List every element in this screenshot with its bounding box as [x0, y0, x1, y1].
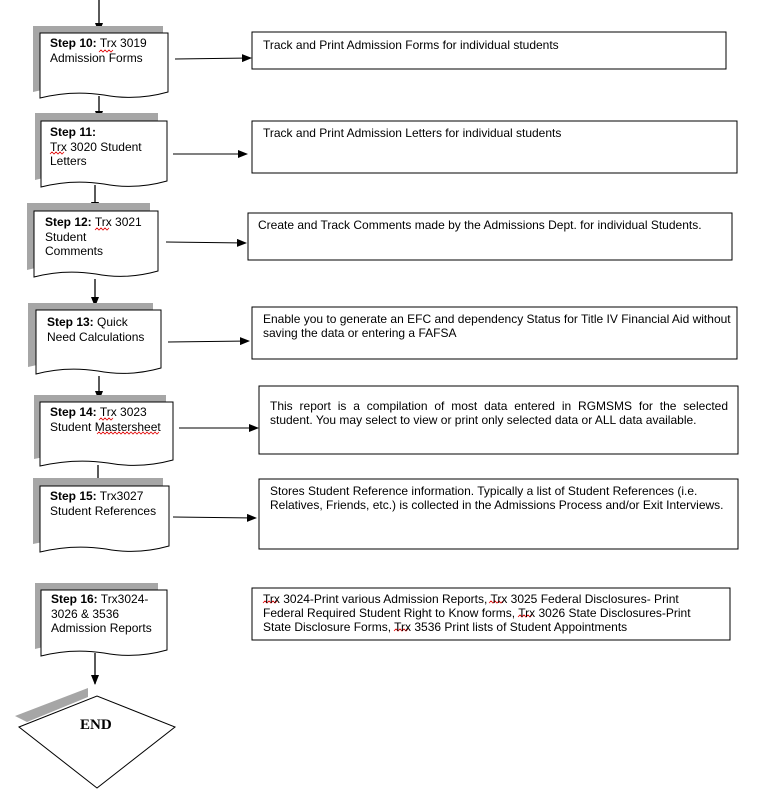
step-10-label: Step 10: Trx 3019 Admission Forms — [50, 36, 147, 65]
step-11-description: Track and Print Admission Letters for individual students — [263, 126, 562, 140]
end-terminator — [15, 688, 175, 788]
step-10-description: Track and Print Admission Forms for individual students — [263, 38, 559, 52]
step-11-label: Step 11: Trx 3020 Student Letters — [50, 125, 142, 168]
connector-arrow — [173, 517, 256, 518]
connector-arrow — [166, 242, 246, 243]
step-14-description: This report is a compilation of most data entered in RGMSMS for the selected student. You may select to view or print only selected data or ALL data available. — [270, 399, 728, 427]
step-14-label: Step 14: Trx 3023 Student Mastersheet — [50, 405, 161, 434]
step-15-label: Step 15: Trx3027 Student References — [50, 489, 157, 518]
end-label: END — [80, 717, 112, 733]
step-16-label: Step 16: Trx3024- 3026 & 3536 Admission Reports — [51, 592, 152, 635]
connector-arrow — [175, 58, 251, 59]
step-12-description: Create and Track Comments made by the Admissions Dept. for individual Students. — [258, 218, 702, 232]
step-12-label: Step 12: Trx 3021 Student Comments — [45, 215, 142, 258]
step-15-description: Stores Student Reference information. Typically a list of Student References (i.e. Relatives, Friends, etc.) is collected in the Admissions Process and/or Exit Interviews. — [270, 484, 724, 512]
step-13-description: Enable you to generate an EFC and dependency Status for Title IV Financial Aid without saving the data or entering a FAFSA — [263, 312, 731, 340]
step-16-description: Trx 3024-Print various Admission Reports, Trx 3025 Federal Disclosures- Print Federal Required Student Right to Know forms, Trx 3026 State Disclosures-Print State Disclosure Forms, Trx 3536 Print lists of Student Appointments — [263, 592, 691, 634]
step-13-label: Step 13: Quick Need Calculations — [47, 315, 145, 344]
connector-arrow — [168, 341, 249, 342]
